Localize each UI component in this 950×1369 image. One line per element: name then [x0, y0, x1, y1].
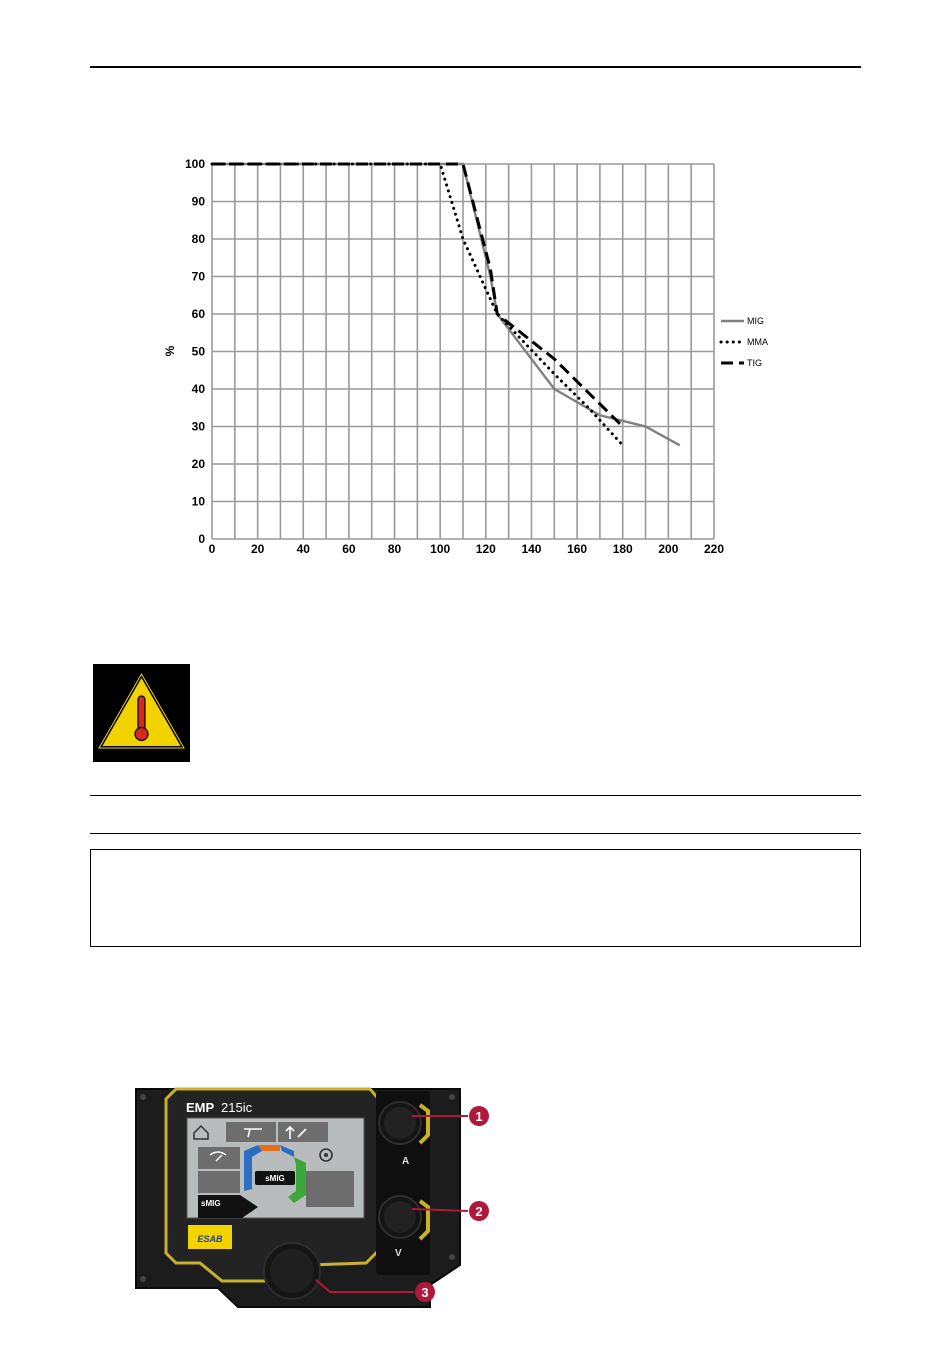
- y-tick-label: 100: [184, 157, 205, 171]
- y-tick-label: 0: [198, 532, 205, 546]
- y-tick-label: 50: [191, 344, 205, 359]
- x-tick-label: 0: [208, 542, 216, 556]
- chart-grid: [212, 164, 714, 539]
- x-tick-label: 220: [703, 542, 725, 556]
- screen-mode-label: sMIG: [265, 1174, 285, 1183]
- y-axis-label: %: [163, 345, 177, 357]
- section-rule-bottom: [90, 833, 861, 834]
- y-tick-label: 20: [191, 457, 205, 471]
- control-panel-image: [130, 1085, 500, 1310]
- x-tick-label: 40: [296, 542, 310, 556]
- y-tick-label: 90: [191, 194, 205, 209]
- menu-mode-label: sMIG: [201, 1199, 221, 1208]
- y-tick-label: 10: [191, 494, 205, 509]
- y-tick-label: 30: [191, 419, 205, 434]
- y-tick-labels: [185, 157, 205, 546]
- callout-3: [415, 1282, 435, 1302]
- x-tick-label: 120: [475, 542, 496, 556]
- x-tick-labels: [209, 542, 725, 556]
- x-tick-label: 160: [567, 542, 588, 556]
- top-rule: [90, 66, 861, 68]
- callout-2: [469, 1201, 489, 1221]
- svg-text:2: 2: [475, 1204, 483, 1219]
- series-line-mig: [212, 164, 680, 445]
- x-tick-label: 100: [430, 542, 451, 556]
- panel-model-number: 215ic: [221, 1100, 253, 1115]
- chart-legend: [721, 316, 768, 368]
- series-lines: [212, 164, 680, 445]
- esab-logo-text: ESAB: [197, 1234, 223, 1244]
- x-tick-label: 20: [250, 542, 265, 556]
- legend-label-mma: MMA: [747, 337, 768, 347]
- callout-1: [469, 1106, 489, 1126]
- x-tick-label: 180: [612, 542, 633, 556]
- legend-label-tig: TIG: [747, 358, 762, 368]
- x-tick-label: 60: [342, 542, 356, 556]
- x-tick-label: 140: [521, 542, 542, 556]
- voltage-knob-label: V: [395, 1248, 402, 1259]
- y-tick-label: 80: [191, 232, 205, 246]
- svg-text:3: 3: [421, 1285, 429, 1300]
- hot-surface-thermometer-icon: [93, 664, 190, 762]
- duty-cycle-chart: [150, 140, 790, 570]
- x-tick-label: 200: [658, 542, 679, 556]
- legend-label-mig: MIG: [747, 316, 764, 326]
- y-tick-label: 60: [191, 307, 205, 321]
- section-rule-top: [90, 795, 861, 796]
- panel-model-brand: EMP: [186, 1100, 215, 1115]
- svg-text:1: 1: [475, 1109, 483, 1124]
- amperage-knob-label: A: [402, 1156, 410, 1167]
- x-tick-label: 80: [387, 542, 402, 556]
- note-box: [90, 849, 861, 947]
- y-tick-label: 40: [191, 382, 205, 396]
- y-tick-label: 70: [191, 269, 205, 284]
